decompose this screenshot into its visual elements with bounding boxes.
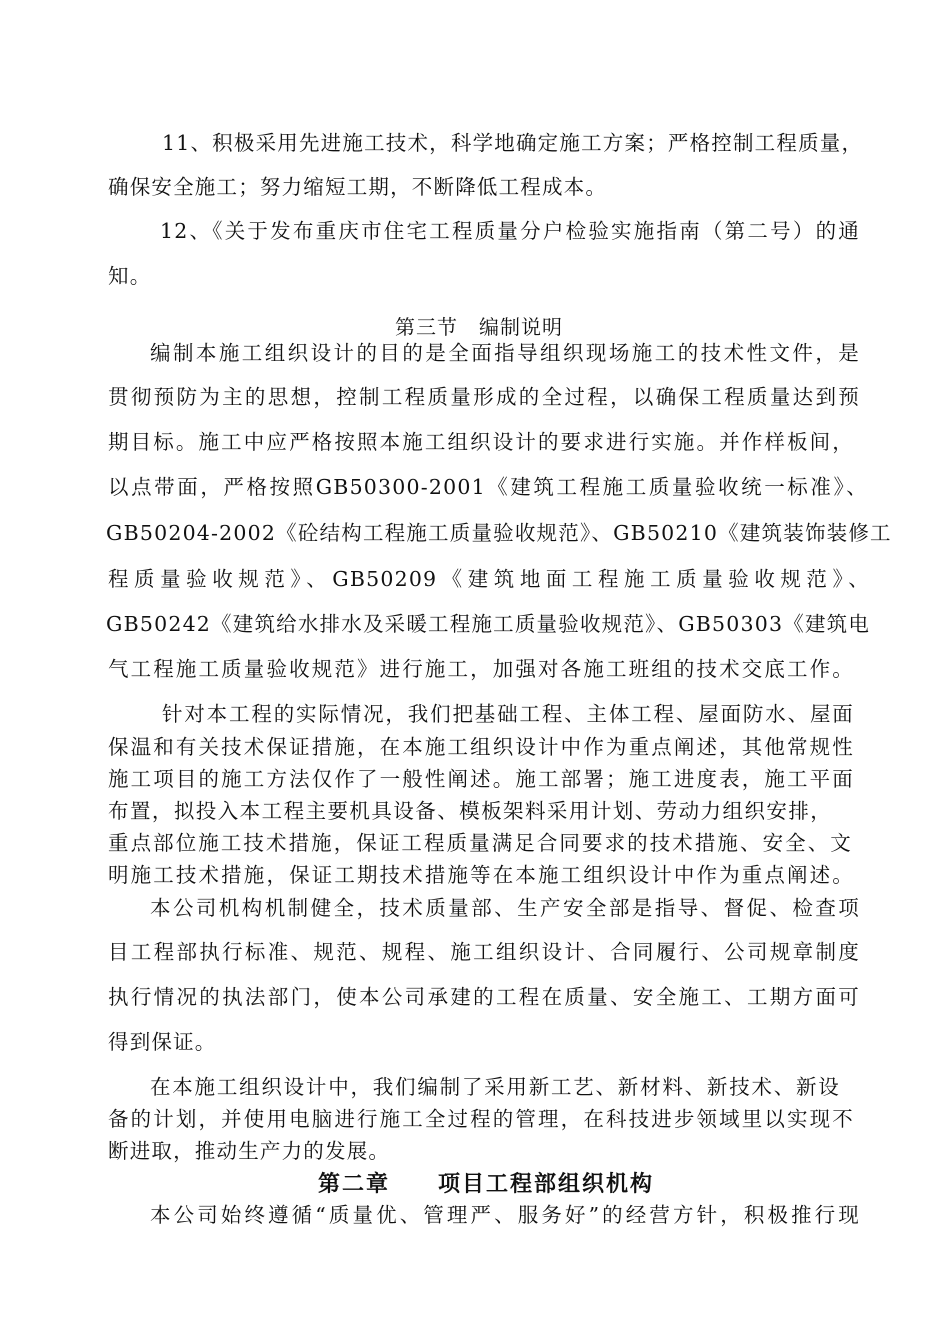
s3p2-line-1: 针对本工程的实际情况，我们把基础工程、主体工程、屋面防水、屋面	[162, 702, 854, 726]
s3p3-line-4: 得到保证。	[108, 1030, 217, 1054]
s3p1-line-6: 程质量验收规范》、GB50209《建筑地面工程施工质量验收规范》、	[108, 567, 870, 591]
chapter-title: 第二章 项目工程部组织机构	[318, 1172, 655, 1197]
section-title: 第三节 编制说明	[395, 315, 563, 339]
s3p1-line-7: GB50242《建筑给水排水及采暖工程施工质量验收规范》、GB50303《建筑电	[106, 612, 871, 636]
s3p2-line-5: 重点部位施工技术措施，保证工程质量满足合同要求的技术措施、安全、文	[108, 831, 852, 855]
s3p4-line-3: 断进取，推动生产力的发展。	[108, 1139, 391, 1163]
c2p1-line-1: 本公司始终遵循“质量优、管理严、服务好”的经营方针，积极推行现	[150, 1203, 860, 1227]
para12-line-1: 12、《关于发布重庆市住宅工程质量分户检验实施指南（第二号）的通	[160, 219, 860, 243]
s3p1-line-2: 贯彻预防为主的思想，控制工程质量形成的全过程，以确保工程质量达到预	[108, 385, 860, 409]
s3p3-line-2: 目工程部执行标准、规范、规程、施工组织设计、合同履行、公司规章制度	[108, 940, 860, 964]
para12-line-2: 知。	[108, 264, 152, 288]
s3p1-line-5: GB50204-2002《砼结构工程施工质量验收规范》、GB50210《建筑装饰装修工	[106, 521, 892, 545]
s3p2-line-6: 明施工技术措施，保证工期技术措施等在本施工组织设计中作为重点阐述。	[108, 863, 854, 887]
s3p1-line-4: 以点带面，严格按照GB50300-2001《建筑工程施工质量验收统一标准》、	[108, 475, 868, 499]
s3p4-line-1: 在本施工组织设计中，我们编制了采用新工艺、新材料、新技术、新设	[150, 1075, 840, 1099]
s3p1-line-8: 气工程施工质量验收规范》进行施工，加强对各施工班组的技术交底工作。	[108, 657, 854, 681]
s3p3-line-3: 执行情况的执法部门，使本公司承建的工程在质量、安全施工、工期方面可	[108, 985, 860, 1009]
s3p1-line-3: 期目标。施工中应严格按照本施工组织设计的要求进行实施。并作样板间，	[108, 430, 854, 454]
s3p4-line-2: 备的计划，并使用电脑进行施工全过程的管理，在科技进步领域里以实现不	[108, 1107, 854, 1131]
s3p3-line-1: 本公司机构机制健全，技术质量部、生产安全部是指导、督促、检查项	[150, 896, 860, 920]
para11-line-2: 确保安全施工；努力缩短工期，不断降低工程成本。	[108, 175, 608, 199]
para11-line-1: 11、积极采用先进施工技术，科学地确定施工方案；严格控制工程质量，	[162, 131, 864, 155]
s3p2-line-4: 布置，拟投入本工程主要机具设备、模板架料采用计划、劳动力组织安排，	[108, 799, 832, 823]
s3p1-line-1: 编制本施工组织设计的目的是全面指导组织现场施工的技术性文件，是	[150, 341, 860, 365]
s3p2-line-3: 施工项目的施工方法仅作了一般性阐述。施工部署；施工进度表，施工平面	[108, 767, 854, 791]
s3p2-line-2: 保温和有关技术保证措施，在本施工组织设计中作为重点阐述，其他常规性	[108, 735, 854, 759]
